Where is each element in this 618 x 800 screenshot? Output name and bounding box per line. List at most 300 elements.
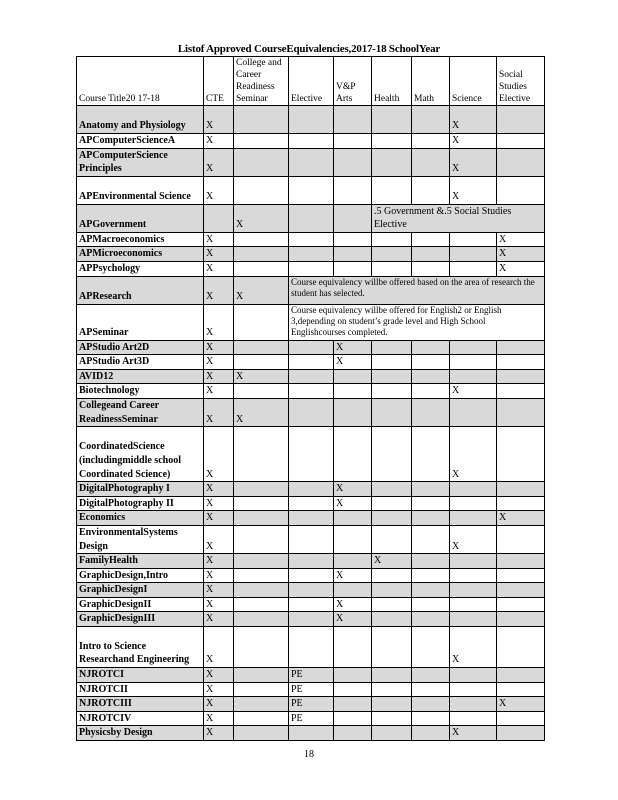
cell-elective bbox=[289, 627, 334, 668]
cell-math bbox=[412, 384, 450, 399]
course-title-cell: APPsychology bbox=[77, 261, 204, 276]
cell-math bbox=[412, 583, 450, 598]
table-body bbox=[77, 106, 545, 741]
cell-ccr: X bbox=[234, 398, 289, 426]
course-title-cell: AVID12 bbox=[77, 369, 204, 384]
cell-science bbox=[450, 355, 497, 370]
cell-cte bbox=[204, 204, 234, 232]
course-title-cell: APGovernment bbox=[77, 204, 204, 232]
cell-vpa bbox=[334, 583, 372, 598]
cell-cte: X bbox=[204, 232, 234, 247]
course-title-cell: GraphicDesignIII bbox=[77, 612, 204, 627]
cell-science bbox=[450, 554, 497, 569]
cell-social bbox=[497, 682, 545, 697]
cell-cte: X bbox=[204, 554, 234, 569]
cell-cte: X bbox=[204, 134, 234, 149]
table-row bbox=[77, 304, 545, 340]
cell-social bbox=[497, 583, 545, 598]
cell-health bbox=[372, 355, 412, 370]
cell-math bbox=[412, 355, 450, 370]
cell-vpa bbox=[334, 697, 372, 712]
cell-health bbox=[372, 682, 412, 697]
cell-cte: X bbox=[204, 511, 234, 526]
cell-health bbox=[372, 511, 412, 526]
cell-elective bbox=[289, 597, 334, 612]
cell-health: X bbox=[372, 554, 412, 569]
cell-vpa bbox=[334, 627, 372, 668]
cell-vpa bbox=[334, 726, 372, 741]
course-title-cell: Anatomy and Physiology bbox=[77, 106, 204, 134]
cell-ccr bbox=[234, 711, 289, 726]
table-row bbox=[77, 554, 545, 569]
cell-vpa bbox=[334, 232, 372, 247]
cell-social bbox=[497, 482, 545, 497]
header-row bbox=[77, 57, 545, 106]
cell-elective bbox=[289, 204, 334, 232]
cell-math bbox=[412, 232, 450, 247]
cell-social: X bbox=[497, 247, 545, 262]
table-row bbox=[77, 204, 545, 232]
cell-vpa: X bbox=[334, 340, 372, 355]
cell-math bbox=[412, 261, 450, 276]
cell-elective bbox=[289, 568, 334, 583]
cell-health bbox=[372, 247, 412, 262]
table-row bbox=[77, 627, 545, 668]
table-row bbox=[77, 525, 545, 553]
cell-health bbox=[372, 482, 412, 497]
cell-math bbox=[412, 369, 450, 384]
cell-health bbox=[372, 384, 412, 399]
cell-elective bbox=[289, 612, 334, 627]
cell-health bbox=[372, 340, 412, 355]
cell-social bbox=[497, 106, 545, 134]
cell-vpa bbox=[334, 247, 372, 262]
cell-elective bbox=[289, 134, 334, 149]
cell-elective bbox=[289, 261, 334, 276]
course-title-cell: Biotechnology bbox=[77, 384, 204, 399]
cell-cte: X bbox=[204, 627, 234, 668]
cell-social bbox=[497, 176, 545, 204]
cell-ccr: X bbox=[234, 369, 289, 384]
cell-elective bbox=[289, 369, 334, 384]
cell-science: X bbox=[450, 384, 497, 399]
header-math: Math bbox=[412, 57, 450, 106]
course-title-cell: NJROTCIII bbox=[77, 697, 204, 712]
cell-ccr bbox=[234, 355, 289, 370]
cell-science bbox=[450, 711, 497, 726]
cell-elective bbox=[289, 482, 334, 497]
cell-social: X bbox=[497, 232, 545, 247]
cell-ccr bbox=[234, 427, 289, 482]
course-title-cell: Physicsby Design bbox=[77, 726, 204, 741]
cell-social bbox=[497, 134, 545, 149]
equivalency-note: Course equivalency willbe offered for English2 or English 3,depending on student’s grade level and High School Englishcourses completed. bbox=[289, 304, 545, 340]
cell-ccr bbox=[234, 232, 289, 247]
cell-ccr bbox=[234, 525, 289, 553]
cell-cte: X bbox=[204, 340, 234, 355]
course-title-cell: APStudio Art3D bbox=[77, 355, 204, 370]
cell-social: X bbox=[497, 261, 545, 276]
cell-cte: X bbox=[204, 304, 234, 340]
cell-cte: X bbox=[204, 568, 234, 583]
cell-vpa bbox=[334, 682, 372, 697]
cell-ccr bbox=[234, 612, 289, 627]
header-science: Science bbox=[450, 57, 497, 106]
cell-vpa bbox=[334, 369, 372, 384]
cell-cte: X bbox=[204, 682, 234, 697]
cell-social bbox=[497, 627, 545, 668]
table-row bbox=[77, 261, 545, 276]
cell-math bbox=[412, 106, 450, 134]
table-row bbox=[77, 106, 545, 134]
table-row bbox=[77, 276, 545, 304]
cell-cte: X bbox=[204, 106, 234, 134]
table-row bbox=[77, 369, 545, 384]
cell-math bbox=[412, 682, 450, 697]
cell-math bbox=[412, 554, 450, 569]
cell-science bbox=[450, 482, 497, 497]
course-title-cell: DigitalPhotography I bbox=[77, 482, 204, 497]
cell-cte: X bbox=[204, 597, 234, 612]
cell-cte: X bbox=[204, 384, 234, 399]
header-course: Course Title20 17-18 bbox=[77, 57, 204, 106]
course-title-cell: APSeminar bbox=[77, 304, 204, 340]
cell-cte: X bbox=[204, 176, 234, 204]
cell-ccr bbox=[234, 583, 289, 598]
cell-cte: X bbox=[204, 525, 234, 553]
cell-health bbox=[372, 627, 412, 668]
cell-science: X bbox=[450, 176, 497, 204]
course-title-cell: APMacroeconomics bbox=[77, 232, 204, 247]
cell-elective bbox=[289, 511, 334, 526]
cell-elective bbox=[289, 384, 334, 399]
header-vpa: V&P Arts bbox=[334, 57, 372, 106]
cell-vpa: X bbox=[334, 597, 372, 612]
course-title-cell: Intro to Science Researchand Engineering bbox=[77, 627, 204, 668]
cell-ccr bbox=[234, 496, 289, 511]
table-row bbox=[77, 496, 545, 511]
cell-ccr bbox=[234, 176, 289, 204]
cell-ccr bbox=[234, 697, 289, 712]
table-row bbox=[77, 148, 545, 176]
cell-social bbox=[497, 711, 545, 726]
cell-vpa bbox=[334, 261, 372, 276]
cell-cte: X bbox=[204, 148, 234, 176]
table-row bbox=[77, 711, 545, 726]
table-row bbox=[77, 340, 545, 355]
cell-social bbox=[497, 496, 545, 511]
cell-math bbox=[412, 525, 450, 553]
cell-elective bbox=[289, 398, 334, 426]
cell-health bbox=[372, 148, 412, 176]
cell-elective bbox=[289, 176, 334, 204]
cell-science: X bbox=[450, 134, 497, 149]
cell-vpa: X bbox=[334, 482, 372, 497]
table-row bbox=[77, 398, 545, 426]
course-title-cell: GraphicDesign,Intro bbox=[77, 568, 204, 583]
course-title-cell: EnvironmentalSystems Design bbox=[77, 525, 204, 553]
cell-ccr bbox=[234, 726, 289, 741]
cell-math bbox=[412, 247, 450, 262]
cell-science: X bbox=[450, 525, 497, 553]
cell-math bbox=[412, 340, 450, 355]
cell-ccr bbox=[234, 682, 289, 697]
cell-science: X bbox=[450, 106, 497, 134]
cell-health bbox=[372, 612, 412, 627]
cell-science bbox=[450, 261, 497, 276]
table-row bbox=[77, 697, 545, 712]
cell-science bbox=[450, 247, 497, 262]
cell-social: X bbox=[497, 697, 545, 712]
cell-health bbox=[372, 427, 412, 482]
cell-science bbox=[450, 697, 497, 712]
cell-social: X bbox=[497, 511, 545, 526]
cell-science bbox=[450, 232, 497, 247]
cell-elective bbox=[289, 106, 334, 134]
cell-ccr bbox=[234, 668, 289, 683]
cell-elective: PE bbox=[289, 697, 334, 712]
cell-vpa bbox=[334, 554, 372, 569]
course-title-cell: NJROTCIV bbox=[77, 711, 204, 726]
cell-health bbox=[372, 106, 412, 134]
course-title-cell: NJROTCI bbox=[77, 668, 204, 683]
cell-vpa bbox=[334, 176, 372, 204]
cell-math bbox=[412, 482, 450, 497]
cell-math bbox=[412, 668, 450, 683]
cell-ccr bbox=[234, 511, 289, 526]
cell-ccr bbox=[234, 568, 289, 583]
table-row bbox=[77, 583, 545, 598]
cell-vpa bbox=[334, 398, 372, 426]
table-row bbox=[77, 726, 545, 741]
cell-ccr bbox=[234, 304, 289, 340]
table-row bbox=[77, 176, 545, 204]
cell-math bbox=[412, 568, 450, 583]
cell-cte: X bbox=[204, 427, 234, 482]
cell-health bbox=[372, 525, 412, 553]
table-row bbox=[77, 247, 545, 262]
cell-social bbox=[497, 340, 545, 355]
cell-science: X bbox=[450, 627, 497, 668]
cell-cte: X bbox=[204, 612, 234, 627]
cell-math bbox=[412, 711, 450, 726]
cell-math bbox=[412, 511, 450, 526]
cell-vpa: X bbox=[334, 355, 372, 370]
cell-health bbox=[372, 134, 412, 149]
cell-vpa bbox=[334, 525, 372, 553]
course-title-cell: APComputerScienceA bbox=[77, 134, 204, 149]
cell-science bbox=[450, 668, 497, 683]
table-row bbox=[77, 355, 545, 370]
cell-cte: X bbox=[204, 711, 234, 726]
cell-health bbox=[372, 697, 412, 712]
cell-ccr bbox=[234, 247, 289, 262]
cell-math bbox=[412, 176, 450, 204]
cell-elective bbox=[289, 355, 334, 370]
cell-health bbox=[372, 232, 412, 247]
cell-ccr bbox=[234, 627, 289, 668]
cell-ccr bbox=[234, 597, 289, 612]
cell-science bbox=[450, 568, 497, 583]
cell-health bbox=[372, 398, 412, 426]
cell-vpa: X bbox=[334, 612, 372, 627]
course-equivalency-table bbox=[76, 56, 545, 741]
cell-elective: PE bbox=[289, 711, 334, 726]
table-row bbox=[77, 482, 545, 497]
cell-science bbox=[450, 398, 497, 426]
course-title-cell: DigitalPhotography II bbox=[77, 496, 204, 511]
cell-social bbox=[497, 525, 545, 553]
cell-cte: X bbox=[204, 276, 234, 304]
cell-science bbox=[450, 340, 497, 355]
course-title-cell: Collegeand Career ReadinessSeminar bbox=[77, 398, 204, 426]
table-row bbox=[77, 668, 545, 683]
cell-elective bbox=[289, 340, 334, 355]
table-row bbox=[77, 134, 545, 149]
cell-social bbox=[497, 384, 545, 399]
cell-elective: PE bbox=[289, 682, 334, 697]
table-row bbox=[77, 568, 545, 583]
cell-cte: X bbox=[204, 496, 234, 511]
cell-math bbox=[412, 427, 450, 482]
cell-social bbox=[497, 148, 545, 176]
cell-social bbox=[497, 612, 545, 627]
equivalency-note: Course equivalency willbe offered based on the area of research the student has selected. bbox=[289, 276, 545, 304]
cell-math bbox=[412, 726, 450, 741]
cell-science: X bbox=[450, 726, 497, 741]
table-row bbox=[77, 682, 545, 697]
cell-science bbox=[450, 583, 497, 598]
table-row bbox=[77, 597, 545, 612]
cell-science bbox=[450, 496, 497, 511]
cell-health bbox=[372, 583, 412, 598]
cell-vpa: X bbox=[334, 568, 372, 583]
cell-science bbox=[450, 597, 497, 612]
cell-elective bbox=[289, 148, 334, 176]
cell-cte: X bbox=[204, 726, 234, 741]
table-row bbox=[77, 427, 545, 482]
cell-social bbox=[497, 355, 545, 370]
page-title: Listof Approved CourseEquivalencies,2017-18 SchoolYear bbox=[177, 43, 441, 55]
course-title-cell: APComputerScience Principles bbox=[77, 148, 204, 176]
cell-cte: X bbox=[204, 369, 234, 384]
table-row bbox=[77, 232, 545, 247]
course-title-cell: CoordinatedScience (includingmiddle school Coordinated Science) bbox=[77, 427, 204, 482]
cell-science: X bbox=[450, 427, 497, 482]
cell-ccr bbox=[234, 261, 289, 276]
cell-vpa bbox=[334, 668, 372, 683]
cell-ccr bbox=[234, 340, 289, 355]
cell-social bbox=[497, 668, 545, 683]
cell-social bbox=[497, 427, 545, 482]
cell-health bbox=[372, 726, 412, 741]
cell-ccr bbox=[234, 106, 289, 134]
cell-health bbox=[372, 597, 412, 612]
cell-social bbox=[497, 568, 545, 583]
cell-ccr: X bbox=[234, 204, 289, 232]
course-title-cell: APStudio Art2D bbox=[77, 340, 204, 355]
header-social: Social Studies Elective bbox=[497, 57, 545, 106]
cell-ccr bbox=[234, 134, 289, 149]
cell-math bbox=[412, 148, 450, 176]
header-cte: CTE bbox=[204, 57, 234, 106]
cell-elective bbox=[289, 247, 334, 262]
cell-elective bbox=[289, 726, 334, 741]
cell-vpa bbox=[334, 204, 372, 232]
cell-health bbox=[372, 369, 412, 384]
cell-math bbox=[412, 612, 450, 627]
table-row bbox=[77, 384, 545, 399]
cell-ccr bbox=[234, 384, 289, 399]
cell-ccr bbox=[234, 148, 289, 176]
table-row bbox=[77, 612, 545, 627]
cell-health bbox=[372, 568, 412, 583]
cell-math bbox=[412, 134, 450, 149]
cell-social bbox=[497, 554, 545, 569]
cell-health bbox=[372, 176, 412, 204]
cell-vpa bbox=[334, 134, 372, 149]
cell-social bbox=[497, 726, 545, 741]
cell-cte: X bbox=[204, 355, 234, 370]
cell-health bbox=[372, 711, 412, 726]
course-title-cell: GraphicDesignII bbox=[77, 597, 204, 612]
course-title-cell: Economics bbox=[77, 511, 204, 526]
cell-vpa bbox=[334, 711, 372, 726]
header-ccr: College and Career Readiness Seminar bbox=[234, 57, 289, 106]
cell-math bbox=[412, 597, 450, 612]
cell-cte: X bbox=[204, 482, 234, 497]
cell-social bbox=[497, 597, 545, 612]
cell-vpa bbox=[334, 427, 372, 482]
cell-science bbox=[450, 612, 497, 627]
cell-social bbox=[497, 369, 545, 384]
cell-cte: X bbox=[204, 697, 234, 712]
cell-ccr: X bbox=[234, 276, 289, 304]
cell-vpa bbox=[334, 511, 372, 526]
cell-science bbox=[450, 682, 497, 697]
cell-elective bbox=[289, 232, 334, 247]
cell-social bbox=[497, 398, 545, 426]
cell-vpa bbox=[334, 106, 372, 134]
cell-vpa: X bbox=[334, 496, 372, 511]
cell-elective bbox=[289, 427, 334, 482]
cell-elective bbox=[289, 496, 334, 511]
course-title-cell: FamilyHealth bbox=[77, 554, 204, 569]
cell-science bbox=[450, 511, 497, 526]
cell-cte: X bbox=[204, 261, 234, 276]
cell-cte: X bbox=[204, 247, 234, 262]
cell-health bbox=[372, 261, 412, 276]
table-row bbox=[77, 511, 545, 526]
cell-science: X bbox=[450, 148, 497, 176]
cell-elective bbox=[289, 583, 334, 598]
cell-vpa bbox=[334, 148, 372, 176]
cell-cte: X bbox=[204, 583, 234, 598]
header-health: Health bbox=[372, 57, 412, 106]
course-title-cell: APMicroeconomics bbox=[77, 247, 204, 262]
course-title-cell: GraphicDesignI bbox=[77, 583, 204, 598]
equivalency-note: .5 Government &.5 Social Studies Elective bbox=[372, 204, 545, 232]
cell-vpa bbox=[334, 384, 372, 399]
cell-ccr bbox=[234, 482, 289, 497]
cell-science bbox=[450, 369, 497, 384]
cell-cte: X bbox=[204, 398, 234, 426]
course-title-cell: NJROTCII bbox=[77, 682, 204, 697]
cell-elective bbox=[289, 525, 334, 553]
cell-ccr bbox=[234, 554, 289, 569]
page-number: 18 bbox=[304, 749, 314, 760]
cell-math bbox=[412, 398, 450, 426]
